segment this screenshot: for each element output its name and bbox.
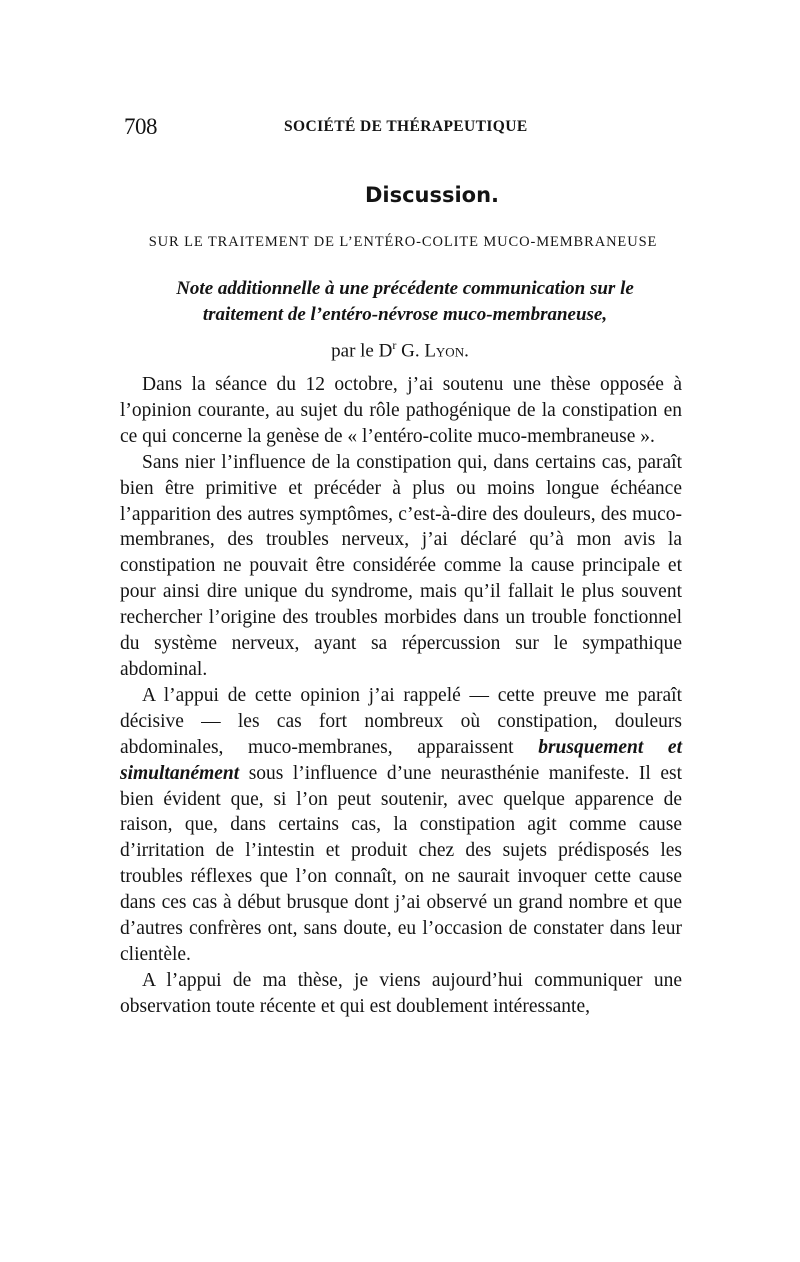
running-head <box>124 114 684 140</box>
byline-sup: r <box>392 338 397 352</box>
paragraph-3-after: sous l’influence d’une neurasthénie manifeste. Il est bien évident que, si l’on peut soutenir, avec quelque apparence de raison, que, dans certains cas, la constipation agit comme cause d’irritation de l’intestin et produit chez des sujets prédisposés les troubles réflexes que l’on connaît, on ne saurait invoquer cette cause dans ces cas à début brusque dont j’ai observé un grand nombre et que d’autres confrères ont, sans doute, eu l’occasion de constater dans leur clientèle. <box>120 762 682 965</box>
paragraph-1: Dans la séance du 12 octobre, j’ai soutenu une thèse opposée à l’opinion courante, au sujet du rôle pathogénique de la constipation en ce qui concerne la genèse de « l’entéro-colite muco-membraneuse ». <box>120 374 682 447</box>
byline-author: G. Lyon. <box>401 340 469 362</box>
paragraph-3-emphasis: brusquement et simultanément <box>120 736 682 784</box>
paragraph-3 <box>120 683 682 968</box>
paragraph-2: Sans nier l’influence de la constipation qui, dans certains cas, paraît bien être primitive et précéder à plus ou moins longue échéance l’apparition des autres symptômes, c’est-à-dire des douleurs, des muco-membranes, des troubles nerveux, j’ai déclaré qu’à mon avis la constipation ne pouvait être considérée comme la cause principale et pour ainsi dire unique du syndrome, mais qu’il fallait le plus souvent rechercher l’origine des troubles morbides dans un trouble fonctionnel du système nerveux, ayant sa répercussion sur le sympathique abdominal. <box>120 451 682 680</box>
body-text <box>120 372 682 1020</box>
section-heading-text: Discussion. <box>364 183 500 207</box>
note-title: Note additionnelle à une précédente communication sur le traitement de l’entéro-névrose muco-membraneuse, <box>176 278 634 325</box>
byline <box>0 338 800 362</box>
section-heading <box>0 183 800 207</box>
paragraph-3-before: A l’appui de cette opinion j’ai rappelé — cette preuve me paraît décisive — les cas fort nombreux où constipation, douleurs abdominales, muco-membranes, apparaissent <box>120 684 682 758</box>
byline-prefix: par le D <box>331 340 393 362</box>
paragraph-4: A l’appui de ma thèse, je viens aujourd’hui communiquer une observation toute récente et qui est doublement intéressante, <box>120 969 682 1017</box>
running-title: SOCIÉTÉ DE THÉRAPEUTIQUE <box>284 118 528 135</box>
section-subheading: SUR LE TRAITEMENT DE L’ENTÉRO-COLITE MUCO-MEMBRANEUSE <box>148 234 658 250</box>
page-number: 708 <box>124 114 157 139</box>
